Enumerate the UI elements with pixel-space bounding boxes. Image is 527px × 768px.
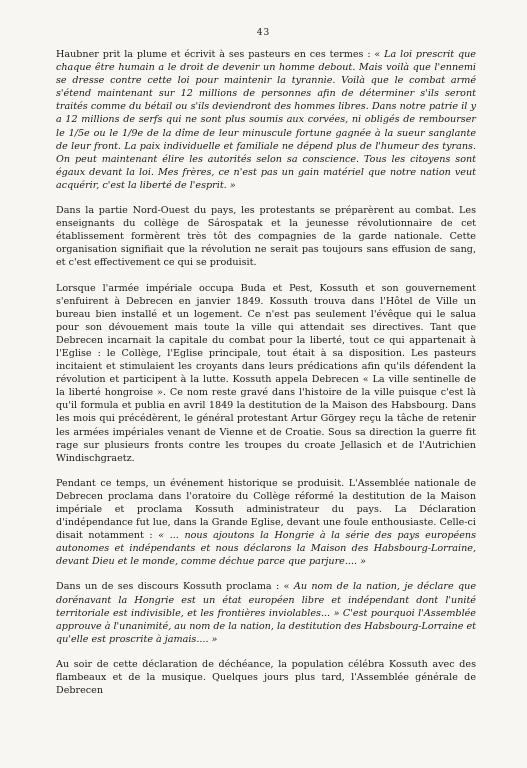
speech-quote: Au nom de la nation, je déclare que dorénavant la Hongrie est un état européen libre et indépendant dont l'unité territoriale est indivisible, et les frontières inviolables... » C'est pourquoi l'Assemblée approuve à l'unanimité, au nom de la nation, la destitution des Habsbourg-Lorraine et qu'elle est proscrite à jamais.... »	[56, 581, 476, 645]
page-body	[56, 48, 476, 709]
paragraph-assembly-text: Pendant ce temps, un événement historique se produisit. L'Assemblée nationale de Debrecen proclama dans l'oratoire du Collège réformé la destitution de la Maison impériale et proclama Kossuth administrateur du pays. La Déclaration d'indépendance fut lue, dans la Grande Eglise, devant une foule enthousiaste. Celle-ci disait notamment :	[56, 477, 476, 542]
paragraph-national-assembly	[56, 477, 476, 569]
paragraph-haubner-letter	[56, 48, 476, 192]
quote-close: »	[226, 179, 236, 191]
paragraph-northwest-protestants: Dans la partie Nord-Ouest du pays, les protestants se préparèrent au combat. Les enseignants du collège de Sárospatak et la jeunesse révolutionnaire de cet établissement formèrent très tôt des compagnies de la garde nationale. Cette organisation signifiait que la révolution ne serait pas toujours sans effusion de sang, et c'est effectivement ce qui se produisit.	[56, 205, 476, 269]
paragraph-evening-celebration: Au soir de cette déclaration de déchéance, la population célébra Kossuth avec des flambeaux et de la musique. Quelques jours plus tard, l'Assemblée générale de Debrecen	[56, 658, 476, 697]
paragraph-intro-text: Haubner prit la plume et écrivit à ses pasteurs en ces termes : «	[56, 49, 385, 60]
paragraph-debrecen-government: Lorsque l'armée impériale occupa Buda et Pest, Kossuth et son gouvernement s'enfuirent à Debrecen en janvier 1849. Kossuth trouva dans l'Hôtel de Ville un bureau bien installé et un logement. Ce n'est pas seulement l'évêque qui le salua pour son dévouement mais toute la ville qui attendait ses directives. Tant que Debrecen incarnait la capitale du combat pour la liberté, tout ce qui appartenait à l'Eglise : le Collège, l'Eglise principale, tout était à sa disposition. Les pasteurs incitaient et stimulaient les croyants dans leurs prédications afin qu'ils défendent la révolution et participent à la lutte. Kossuth appela Debrecen « La ville sentinelle de la liberté hongroise ». Ce nom reste gravé dans l'histoire de la ville puisque c'est là qu'il formula et publia en avril 1849 la destitution de la Maison des Habsbourg. Dans les mois qui précédèrent, le général protestant Artur Görgey reçu la tâche de retenir les armées impériales venant de Vienne et de Croatie. Sous sa direction la guerre fit rage sur plusieurs fronts contre les troupes du croate Jellasich et de l'Autrichien Windischgraetz.	[56, 282, 476, 464]
quoted-letter-text: La loi prescrit que chaque être humain a le droit de devenir un homme debout. Mais voilà que l'ennemi se dresse contre cette loi pour maintenir la tyrannie. Voilà que le combat armé s'étend maintenant sur 12 millions de personnes afin de déterminer s'ils seront traités comme du bétail ou s'ils deviendront des hommes libres. Dans notre patrie il y a 12 millions de serfs qui ne sont plus soumis aux corvées, ni obligés de rembourser le 1/5e ou le 1/9e de la dîme de leur minuscule fortune gagnée à la sueur sanglante de leur front. La paix individuelle et familiale ne dépend plus de l'humeur des tyrans. On peut maintenant élire les autorités selon sa conscience. Tous les citoyens sont égaux devant la loi. Mes frères, ce n'est pas un gain matériel que notre nation veut acquérir, c'est la liberté de l'esprit.	[56, 49, 476, 191]
paragraph-kossuth-speech	[56, 580, 476, 645]
page-number: 43	[256, 28, 271, 38]
paragraph-speech-intro: Dans un de ses discours Kossuth proclama : «	[56, 581, 294, 593]
declaration-quote: « ... nous ajoutons la Hongrie à la série des pays européens autonomes et indépendants et nous déclarons la Maison des Habsbourg-Lorraine, devant Dieu et le monde, comme déchue parce que parjure.... »	[56, 530, 477, 568]
